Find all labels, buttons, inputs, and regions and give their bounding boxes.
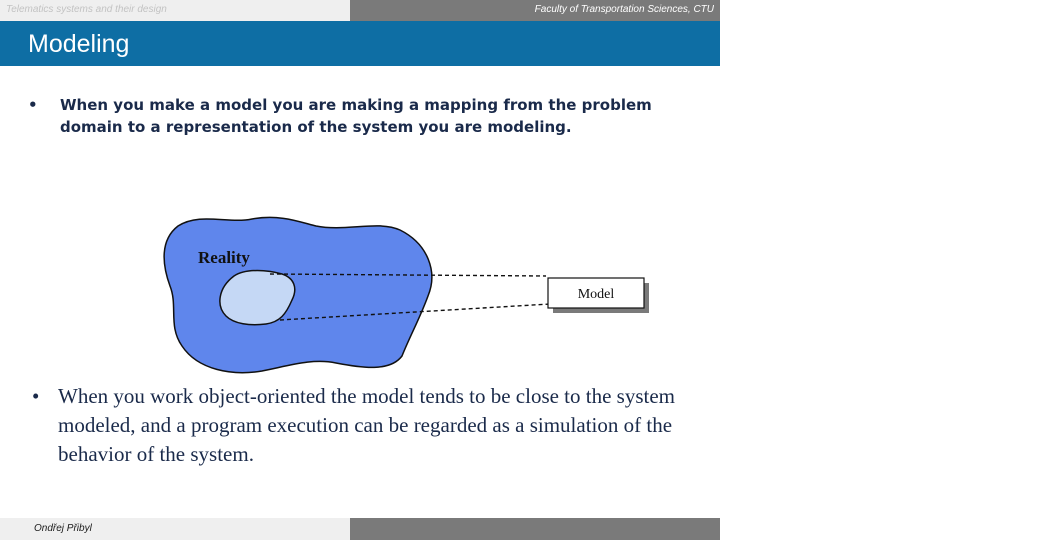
course-title: Telematics systems and their design bbox=[6, 4, 167, 15]
bullet-object-oriented-text: When you work object-oriented the model tends to be close to the system modeled, and a program execution can be regarded as a simulation of the behavior of the system. bbox=[58, 384, 676, 466]
bullet-mapping-text: When you make a model you are making a mapping from the problem domain to a representation of the system you are modeling. bbox=[60, 96, 652, 136]
reality-blob bbox=[164, 217, 432, 372]
footer-right-panel bbox=[350, 518, 1060, 540]
slide-title: Modeling bbox=[28, 30, 130, 58]
reality-label: Reality bbox=[198, 248, 250, 267]
footer-bar bbox=[0, 518, 1060, 540]
bullet-marker: • bbox=[32, 384, 40, 408]
model-label: Model bbox=[577, 287, 615, 302]
page-number: page 11 bbox=[1025, 523, 1060, 534]
footer-left-panel bbox=[0, 518, 350, 540]
bullet-marker: • bbox=[28, 96, 38, 114]
faculty-name: Faculty of Transportation Sciences, CTU bbox=[534, 4, 714, 15]
author-name: Ondřej Přibyl bbox=[34, 523, 92, 534]
lecture-title: L6-7: UML introduction bbox=[886, 523, 987, 534]
bullet-object-oriented bbox=[32, 382, 702, 469]
